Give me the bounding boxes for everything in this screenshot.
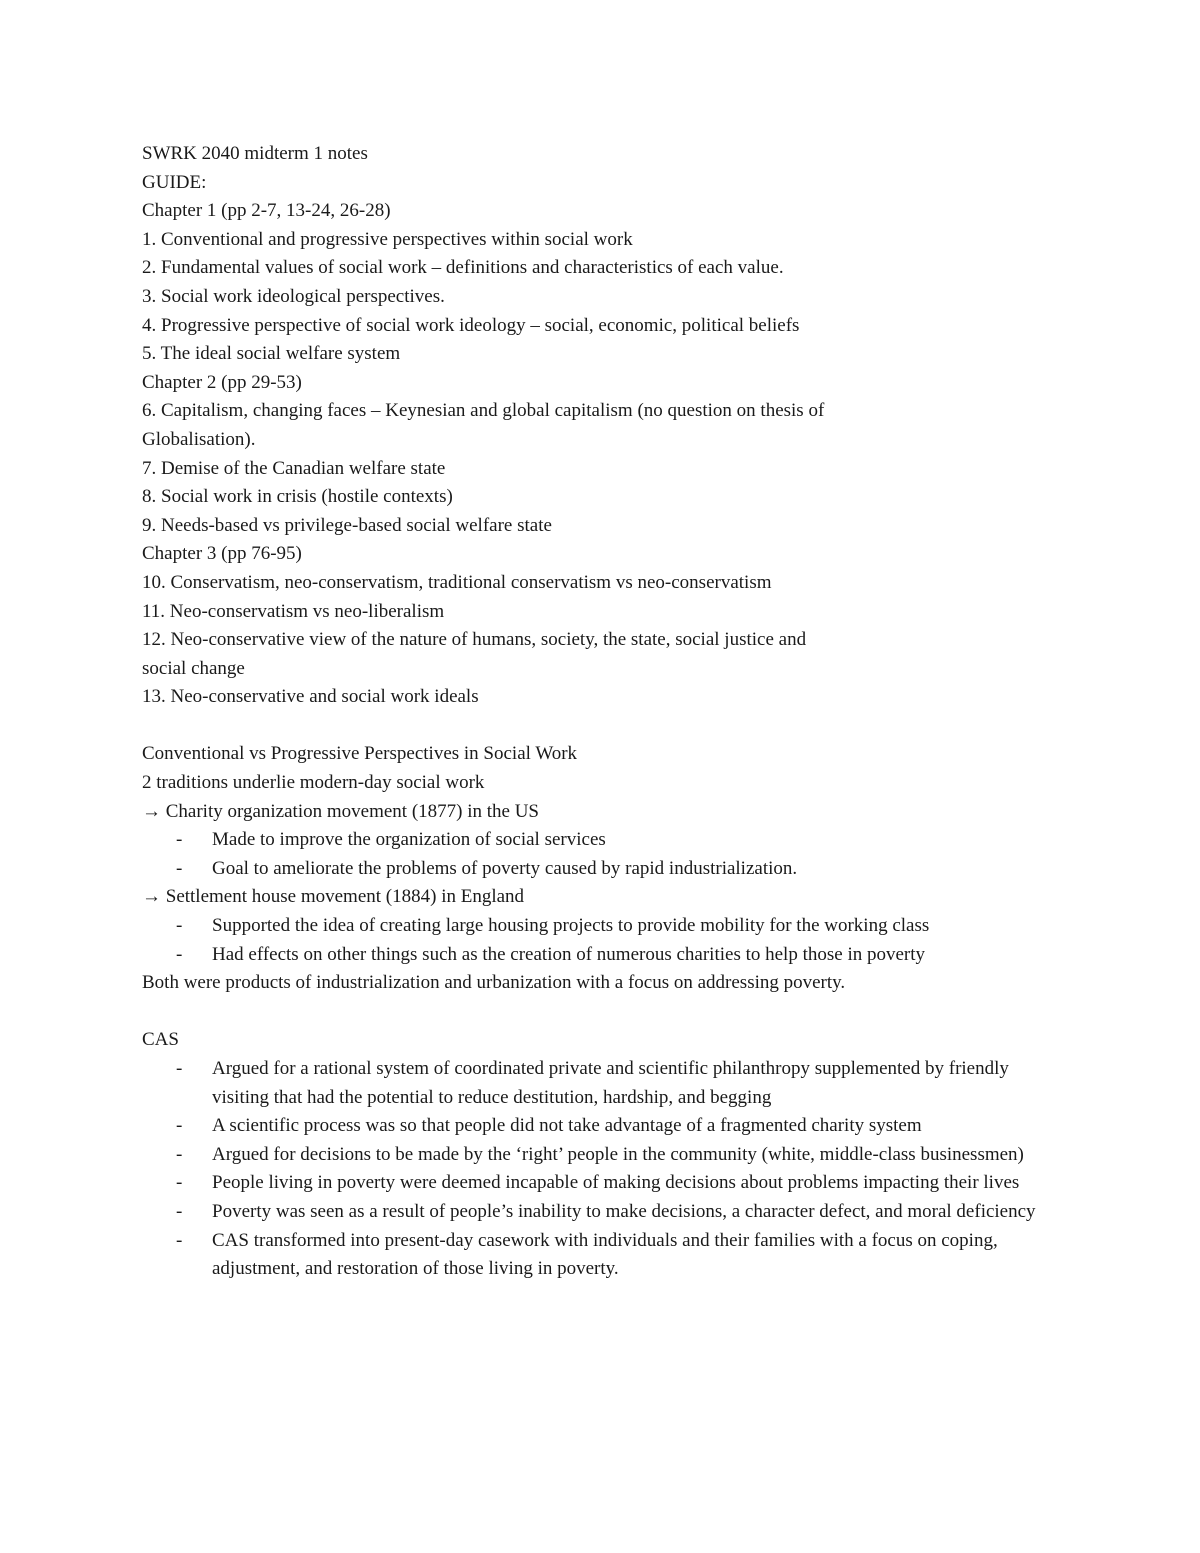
list-item <box>142 1055 1062 1112</box>
document-page <box>142 140 1062 1284</box>
guide-item: 9. Needs-based vs privilege-based social welfare state <box>142 514 552 536</box>
bullet-text: Supported the idea of creating large housing projects to provide mobility for the working class <box>212 915 930 937</box>
bullet-marker: - <box>176 829 183 851</box>
bullet-marker: - <box>176 1058 183 1079</box>
list-item <box>142 826 1062 855</box>
bullet-text: Made to improve the organization of social services <box>212 829 606 851</box>
guide-item-continuation: social change <box>142 657 245 679</box>
bullet-marker: - <box>176 915 183 937</box>
bullet-marker: - <box>176 1229 183 1251</box>
guide-item: 13. Neo-conservative and social work ideals <box>142 686 479 708</box>
charity-organization-heading: → Charity organization movement (1877) in the US <box>142 800 539 822</box>
bullet-text: Argued for a rational system of coordinated private and scientific philanthropy supplemented by friendly visiting that had the potential to reduce destitution, hardship, and begging <box>212 1058 1009 1108</box>
bullet-text: Goal to ameliorate the problems of poverty caused by rapid industrialization. <box>212 857 798 879</box>
section-conclusion: Both were products of industrialization and urbanization with a focus on addressing poverty. <box>142 972 846 994</box>
section-title: Conventional vs Progressive Perspectives in Social Work <box>142 743 578 765</box>
guide-item: 7. Demise of the Canadian welfare state <box>142 457 446 479</box>
chapter2-heading: Chapter 2 (pp 29-53) <box>142 371 302 393</box>
guide-item: 5. The ideal social welfare system <box>142 343 401 365</box>
settlement-house-heading: → Settlement house movement (1884) in England <box>142 886 525 908</box>
bullet-marker: - <box>176 1143 183 1165</box>
guide-item: 2. Fundamental values of social work – definitions and characteristics of each value. <box>142 257 784 279</box>
list-item <box>142 855 1062 884</box>
bullet-marker: - <box>176 1200 183 1222</box>
bullet-text: CAS transformed into present-day casework with individuals and their families with a focus on coping, adjustment, and restoration of those living in poverty. <box>212 1229 998 1280</box>
guide-item: 8. Social work in crisis (hostile contexts) <box>142 486 453 508</box>
list-item <box>142 1112 1062 1141</box>
bullet-text: People living in poverty were deemed incapable of making decisions about problems impacting their lives <box>212 1172 1020 1194</box>
list-item <box>142 941 1062 970</box>
chapter3-heading: Chapter 3 (pp 76-95) <box>142 543 302 565</box>
cas-bullets <box>142 1055 1062 1284</box>
list-item <box>142 1169 1062 1198</box>
list-item <box>142 1227 1062 1284</box>
settlement-house-bullets <box>142 912 1062 969</box>
section-intro: 2 traditions underlie modern-day social work <box>142 772 485 794</box>
guide-label: GUIDE: <box>142 171 207 193</box>
bullet-text: Argued for decisions to be made by the ‘right’ people in the community (white, middle-class businessmen) <box>212 1143 1024 1165</box>
bullet-marker: - <box>176 943 183 965</box>
guide-item: 1. Conventional and progressive perspectives within social work <box>142 228 633 250</box>
spacer <box>142 998 1062 1027</box>
guide-item-continuation: Globalisation). <box>142 428 256 450</box>
guide-item: 12. Neo-conservative view of the nature of humans, society, the state, social justice and <box>142 629 807 651</box>
chapter1-heading: Chapter 1 (pp 2-7, 13-24, 26-28) <box>142 200 391 222</box>
list-item <box>142 1198 1062 1227</box>
list-item <box>142 912 1062 941</box>
cas-heading: CAS <box>142 1029 179 1051</box>
guide-item: 6. Capitalism, changing faces – Keynesian and global capitalism (no question on thesis of <box>142 400 825 422</box>
guide-item: 4. Progressive perspective of social work ideology – social, economic, political beliefs <box>142 314 800 336</box>
bullet-marker: - <box>176 1172 183 1194</box>
guide-item: 3. Social work ideological perspectives. <box>142 285 445 307</box>
bullet-text: A scientific process was so that people did not take advantage of a fragmented charity system <box>212 1115 922 1137</box>
bullet-marker: - <box>176 1115 183 1137</box>
bullet-text: Had effects on other things such as the creation of numerous charities to help those in poverty <box>212 943 926 965</box>
spacer <box>142 712 1062 741</box>
document-title: SWRK 2040 midterm 1 notes <box>142 143 368 164</box>
bullet-text: Poverty was seen as a result of people’s inability to make decisions, a character defect, and moral deficiency <box>212 1200 1036 1222</box>
charity-organization-bullets <box>142 826 1062 883</box>
bullet-marker: - <box>176 857 183 879</box>
guide-item: 10. Conservatism, neo-conservatism, traditional conservatism vs neo-conservatism <box>142 571 772 593</box>
guide-item: 11. Neo-conservatism vs neo-liberalism <box>142 600 445 622</box>
list-item <box>142 1141 1062 1170</box>
